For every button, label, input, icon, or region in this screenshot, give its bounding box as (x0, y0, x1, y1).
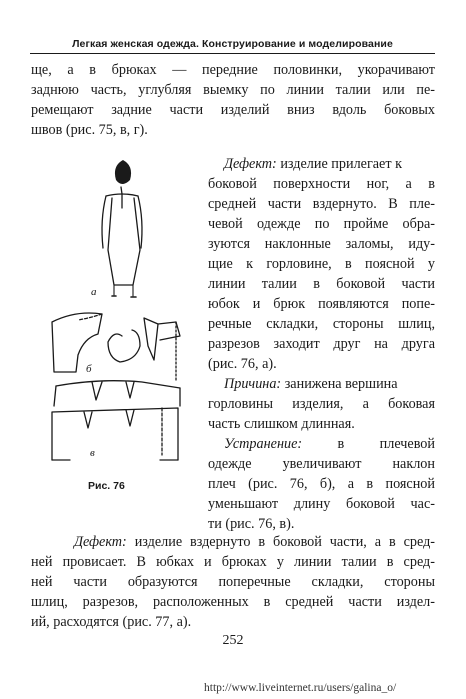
cause-label: Причина: (224, 376, 282, 392)
fix-label: Устранение: (224, 436, 303, 452)
cause-line-2: часть слишком длинная. (208, 416, 355, 432)
top-paragraph-line-2: заднюю часть, углубляя выемку по линии талии или пе- (31, 82, 435, 98)
header-rule (30, 53, 435, 54)
defect1-line-10: (рис. 76, а). (208, 356, 277, 372)
fix-line-2: плеч (рис. 76, б), а в поясной (208, 476, 435, 492)
figure-label-a: а (91, 286, 97, 298)
defect2-first-line (74, 533, 435, 551)
cause-first-text: занижена вершина (284, 376, 398, 392)
running-header: Легкая женская одежда. Конструирование и моделирование (72, 38, 393, 50)
figure-label-b: б (86, 363, 92, 375)
defect1-line-5: щие к горловине, в поясной у (208, 256, 435, 272)
defect1-first-line (224, 155, 435, 173)
figure-caption: Рис. 76 (88, 480, 125, 492)
defect2-line-2: ней части образуются поперечные складки, стороны (31, 574, 435, 590)
defect1-label: Дефект: (224, 156, 277, 172)
figure-label-v: в (90, 447, 95, 459)
defect2-first-text: изделие вздернуто в боковой части, а в сред- (134, 534, 436, 550)
defect2-line-3: шлиц, разрезов, расположенных в средней части издел- (31, 594, 435, 610)
fix-line-4: ти (рис. 76, в). (208, 516, 295, 532)
footer-url[interactable]: http://www.liveinternet.ru/users/galina_o/ (204, 682, 397, 694)
defect2-line-1: ней провисает. В юбках и брюках у линии талии в сред- (31, 554, 435, 570)
top-paragraph-line-3: ремещают задние части изделий вниз вдоль боковых (31, 102, 435, 118)
pattern-b-skirt (54, 381, 180, 406)
top-paragraph-line-4: швов (рис. 75, в, г). (31, 122, 148, 138)
cause-line-1: горловины изделия, а боковая (208, 396, 435, 412)
fix-line-3: уменьшают длину боковой час- (208, 496, 435, 512)
dress-figure (102, 160, 142, 297)
fix-line-1: одежде увеличивают наклон (208, 456, 435, 472)
top-paragraph-line-1: ще, а в брюках — передние половинки, укорачивают (31, 62, 435, 78)
defect2-label: Дефект: (74, 534, 127, 550)
defect1-line-9: разрезов заходит друг на друга (208, 336, 435, 352)
defect1-line-1: боковой поверхности ног, а в (208, 176, 435, 192)
cause-first-line (224, 375, 435, 393)
defect1-first-text: изделие прилегает к (280, 156, 402, 172)
page-number: 252 (222, 633, 244, 648)
defect1-line-2: средней части вздернуто. В пле- (208, 196, 435, 212)
defect1-line-7: юбок и брюк появляются попе- (208, 296, 435, 312)
defect2-line-4: ий, расходятся (рис. 77, а). (31, 614, 192, 630)
defect1-line-8: речные складки, стороны шлиц, (208, 316, 435, 332)
fix-first-text: в плечевой (337, 436, 435, 452)
pattern-a-bodice (52, 313, 180, 380)
defect1-line-6: линии талии в боковой части (208, 276, 435, 292)
defect1-line-3: чевой одежде по пройме обра- (208, 216, 435, 232)
pattern-v-trousers (52, 408, 178, 460)
figure-76-drawing (30, 150, 200, 480)
fix-first-line (224, 435, 435, 453)
defect1-line-4: зуются наклонные заломы, иду- (208, 236, 435, 252)
